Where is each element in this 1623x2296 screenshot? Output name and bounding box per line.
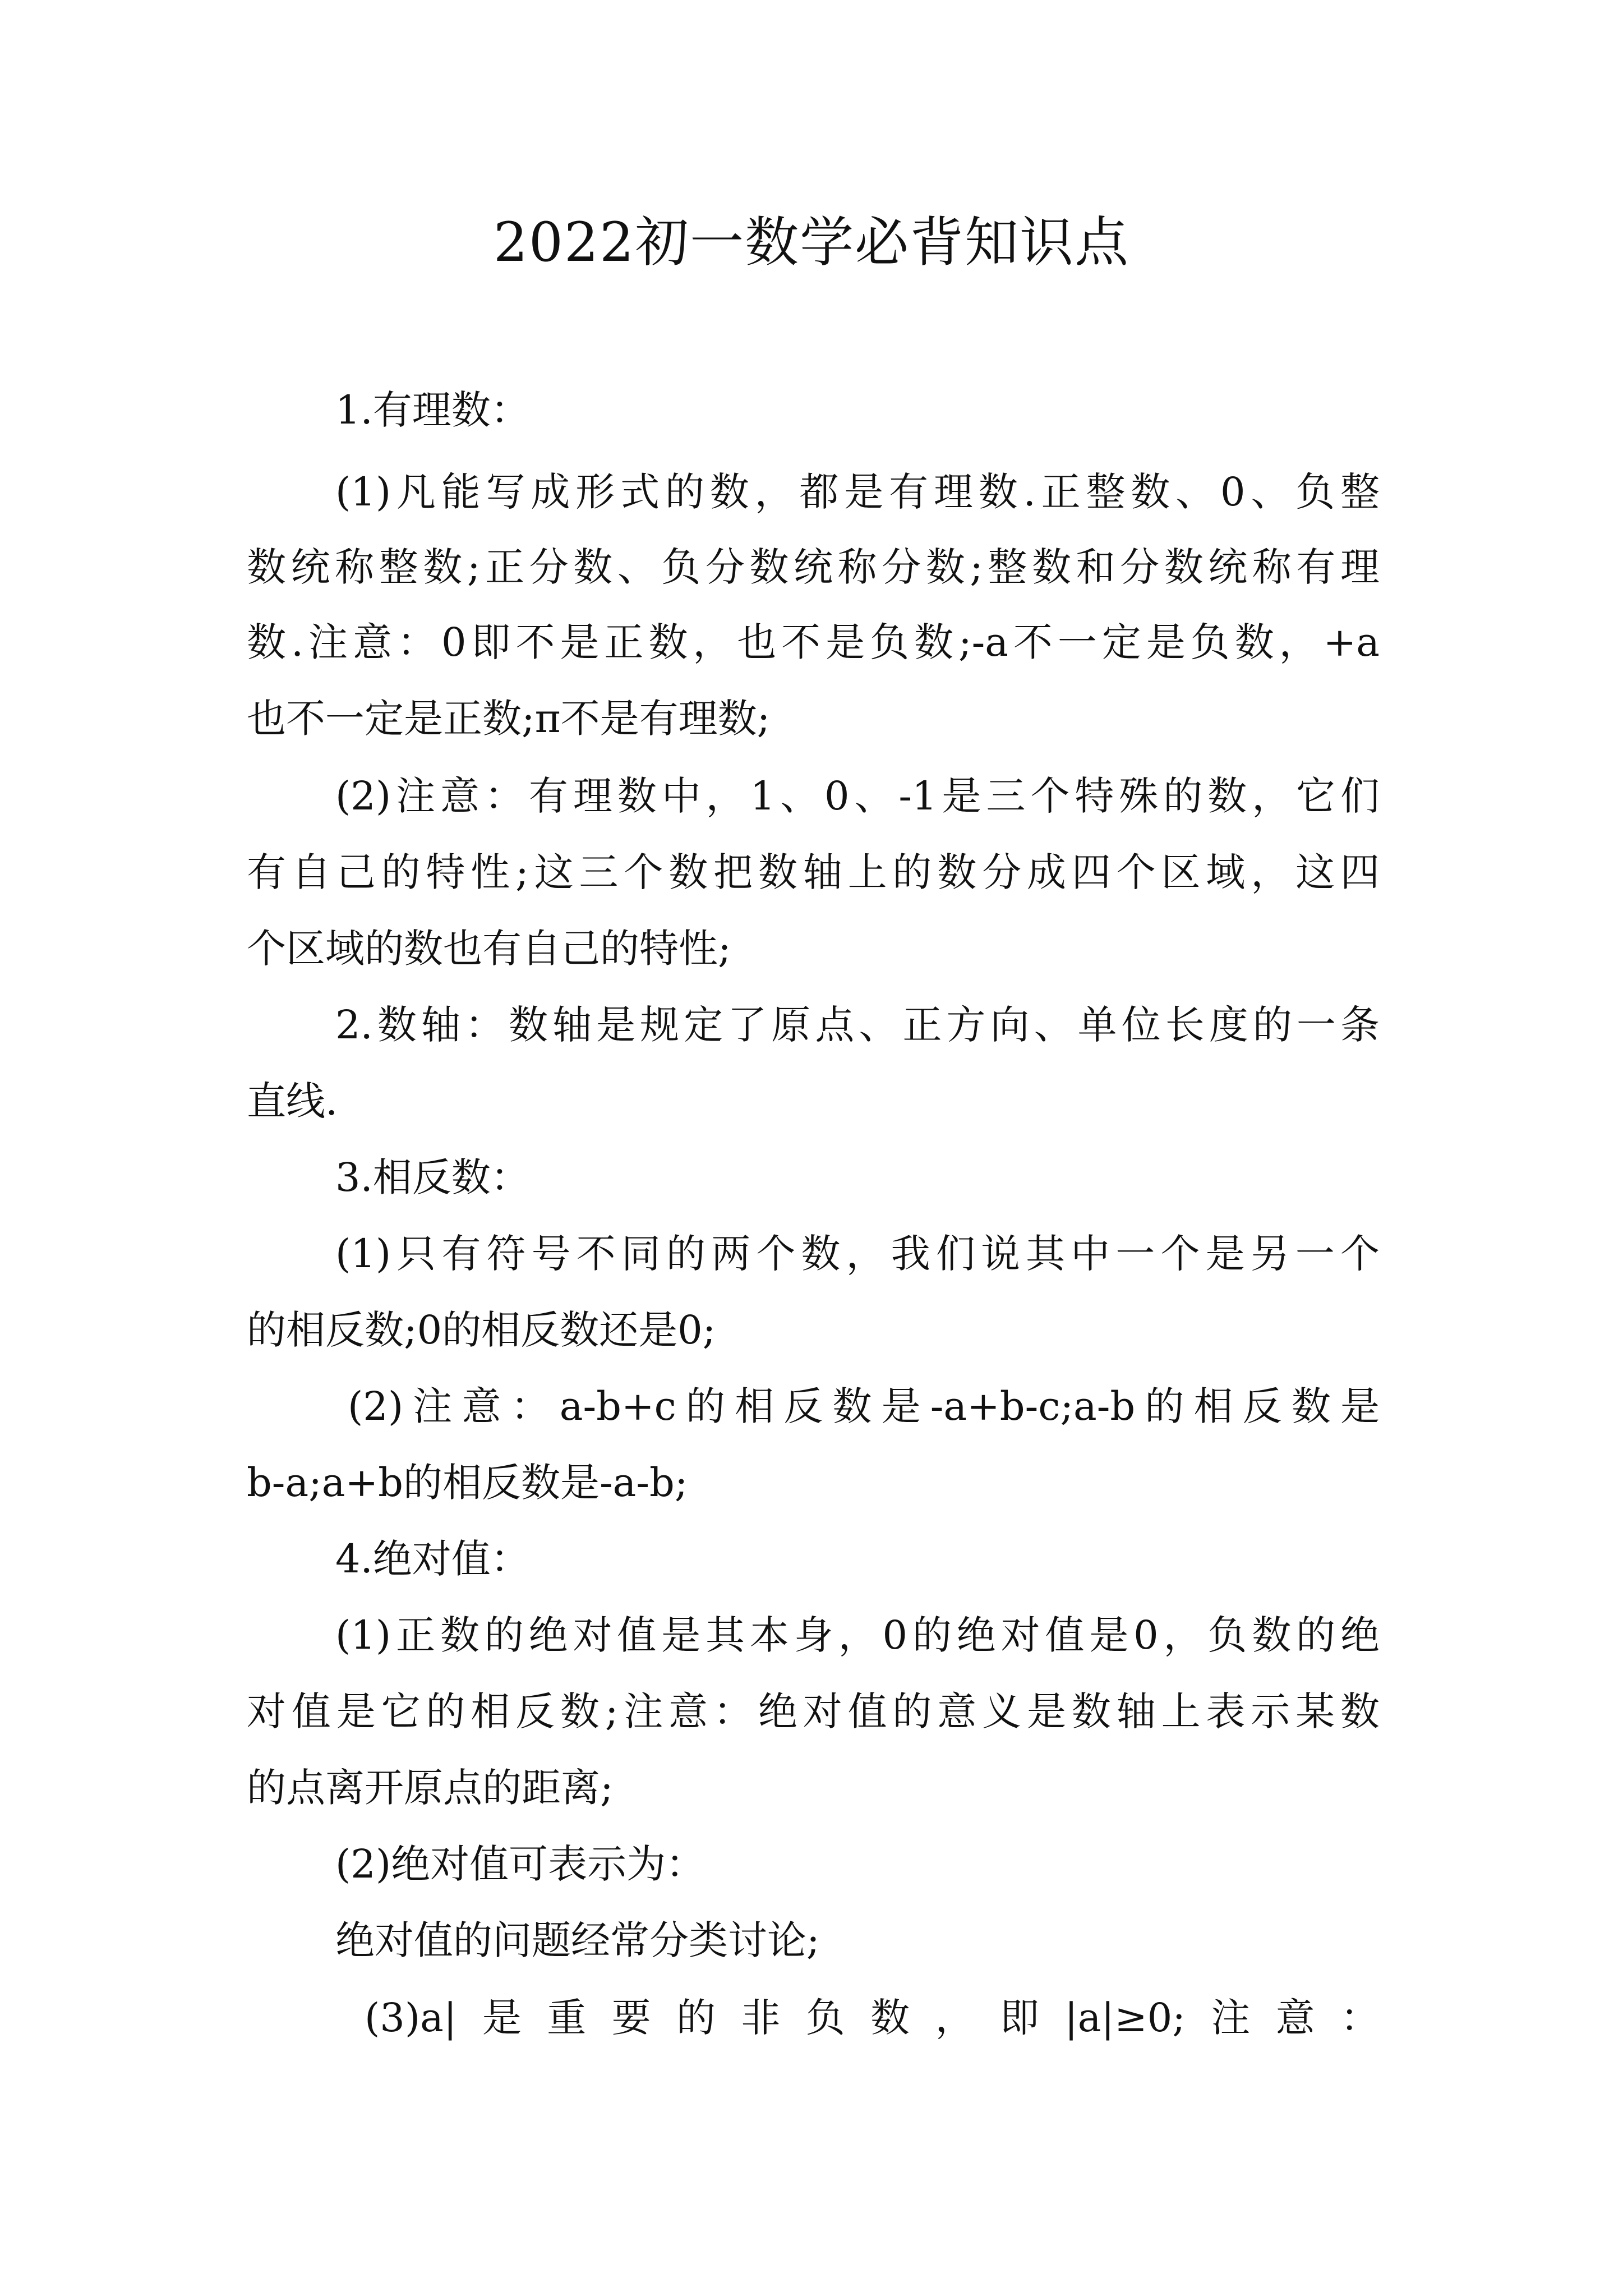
paragraph-line: 直线. bbox=[247, 1078, 338, 1124]
paragraph-line: 的相反数;0的相反数还是0; bbox=[247, 1307, 716, 1353]
paragraph-line: (1)正数的绝对值是其本身，0的绝对值是0，负数的绝 bbox=[335, 1612, 1380, 1658]
paragraph-line: 数.注意：0即不是正数，也不是负数;-a不一定是负数，+a bbox=[247, 619, 1380, 665]
paragraph-line: (1)只有符号不同的两个数，我们说其中一个是另一个 bbox=[335, 1231, 1380, 1277]
section-heading: 1.有理数： bbox=[335, 387, 530, 433]
paragraph-line: 绝对值的问题经常分类讨论; bbox=[335, 1917, 820, 1963]
paragraph-line: 也不一定是正数;π不是有理数; bbox=[247, 696, 771, 742]
paragraph-line: (3)a|是重要的非负数，即|a|≥0;注意： bbox=[365, 1995, 1380, 2041]
paragraph-line: 有自己的特性;这三个数把数轴上的数分成四个区域，这四 bbox=[247, 849, 1380, 895]
document-title: 2022初一数学必背知识点 bbox=[493, 211, 1130, 274]
section-heading: 2.数轴：数轴是规定了原点、正方向、单位长度的一条 bbox=[335, 1002, 1380, 1048]
section-heading: 4.绝对值： bbox=[335, 1536, 530, 1582]
paragraph-line: 数统称整数;正分数、负分数统称分数;整数和分数统称有理 bbox=[247, 544, 1380, 590]
paragraph-line: (1)凡能写成形式的数，都是有理数.正整数、0、负整 bbox=[335, 469, 1380, 515]
section-heading: 3.相反数： bbox=[335, 1154, 530, 1200]
paragraph-line: (2)注意：a-b+c的相反数是-a+b-c;a-b的相反数是 bbox=[348, 1383, 1380, 1429]
paragraph-line: (2)绝对值可表示为： bbox=[335, 1841, 706, 1887]
paragraph-line: 对值是它的相反数;注意：绝对值的意义是数轴上表示某数 bbox=[247, 1688, 1380, 1734]
paragraph-line: 的点离开原点的距离; bbox=[247, 1765, 614, 1811]
paragraph-line: 个区域的数也有自己的特性; bbox=[247, 926, 731, 972]
paragraph-line: b-a;a+b的相反数是-a-b; bbox=[247, 1460, 688, 1506]
paragraph-line: (2)注意：有理数中，1、0、-1是三个特殊的数，它们 bbox=[335, 773, 1380, 819]
